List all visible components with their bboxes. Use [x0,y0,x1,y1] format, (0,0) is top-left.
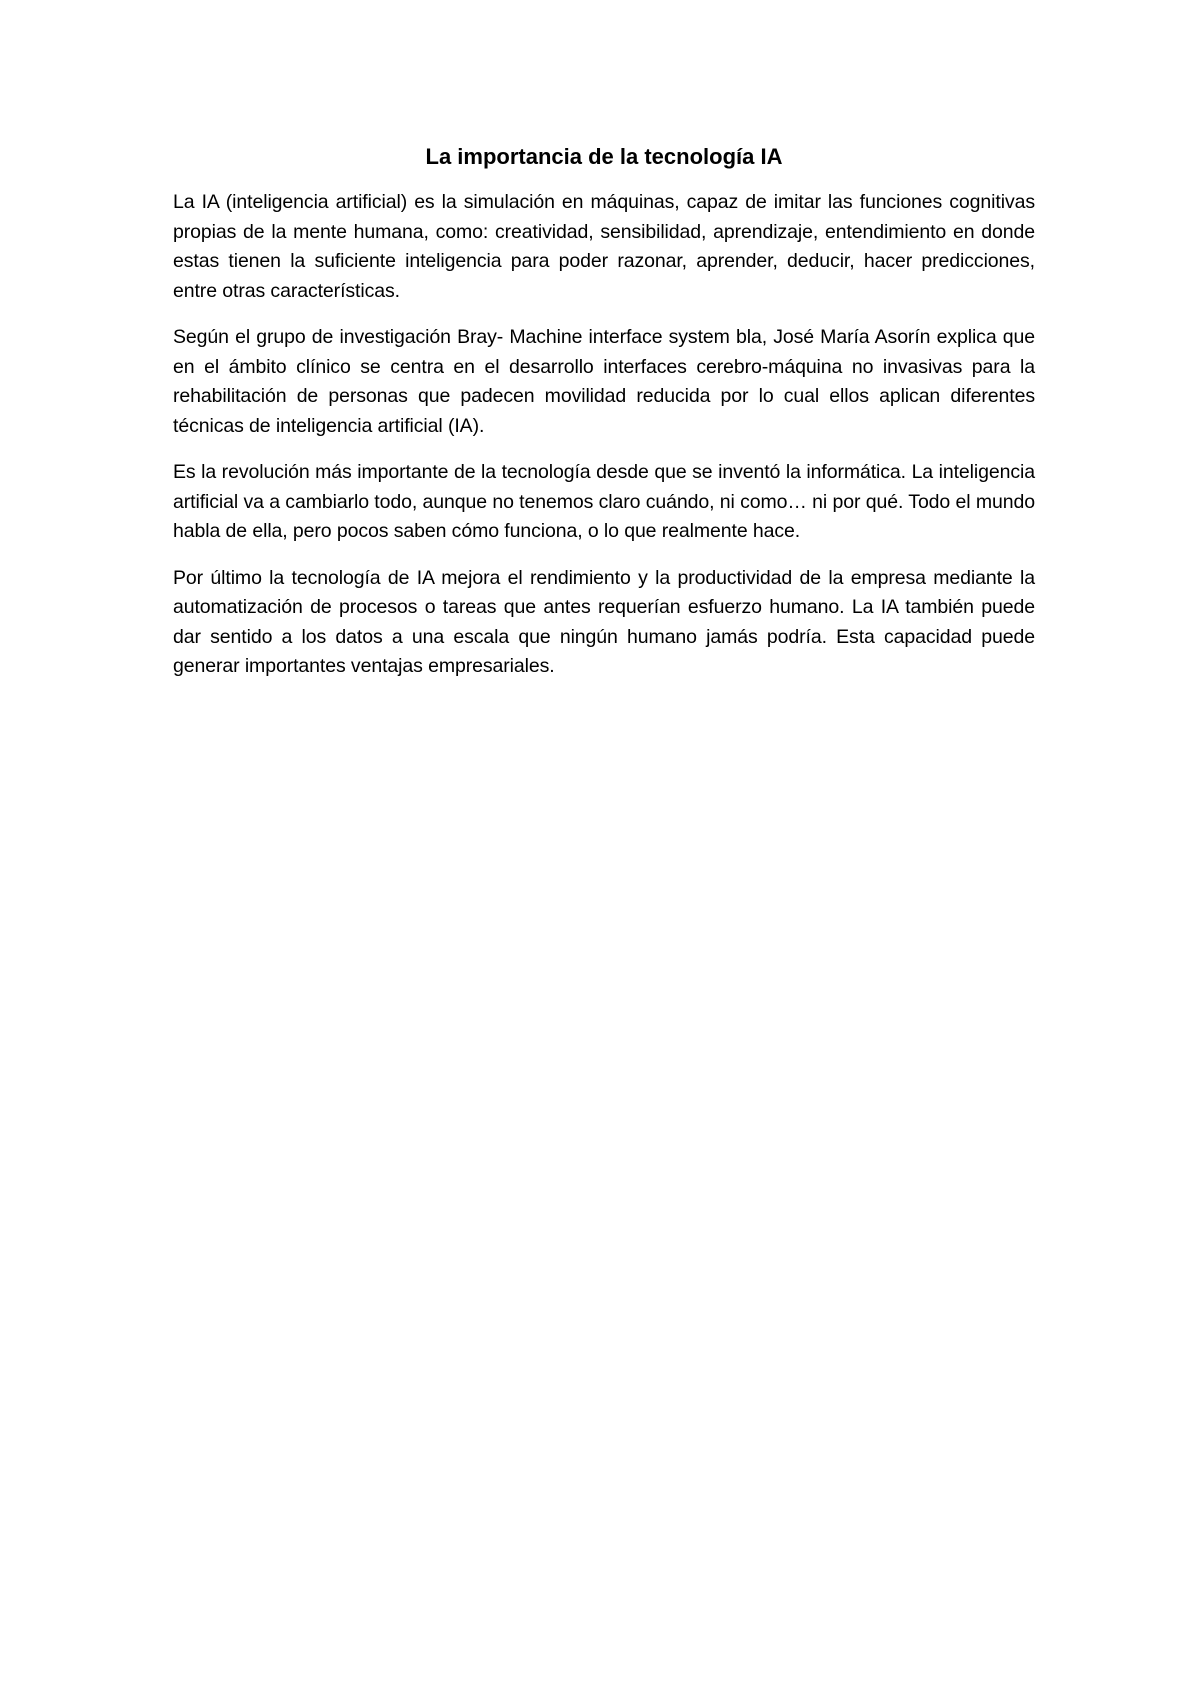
paragraph-revolution: Es la revolución más importante de la tecnología desde que se inventó la informática. La inteligencia artificial va a cambiarlo todo, aunque no tenemos claro cuándo, ni como… ni por qué. Todo el mundo habla de ella, pero pocos saben cómo funciona, o lo que realmente hace. [173,461,1035,542]
paragraph-ia-definition: La IA (inteligencia artificial) es la simulación en máquinas, capaz de imitar las funciones cognitivas propias de la mente humana, como: creatividad, sensibilidad, aprendizaje, entendimiento en donde estas tienen la suficiente inteligencia para poder razonar, aprender, deducir, hacer predicciones, entre otras características. [173,191,1035,302]
paragraph-research-group: Según el grupo de investigación Bray- Machine interface system bla, José María Asorín explica que en el ámbito clínico se centra en el desarrollo interfaces cerebro-máquina no invasivas para la rehabilitación de personas que padecen movilidad reducida por lo cual ellos aplican diferentes técnicas de inteligencia artificial (IA). [173,326,1035,437]
document-title: La importancia de la tecnología IA [425,144,783,169]
document-body [173,140,1035,699]
paragraph-business-benefits: Por último la tecnología de IA mejora el rendimiento y la productividad de la empresa mediante la automatización de procesos o tareas que antes requerían esfuerzo humano. La IA también puede dar sentido a los datos a una escala que ningún humano jamás podría. Esta capacidad puede generar importantes ventajas empresariales. [173,566,1035,677]
